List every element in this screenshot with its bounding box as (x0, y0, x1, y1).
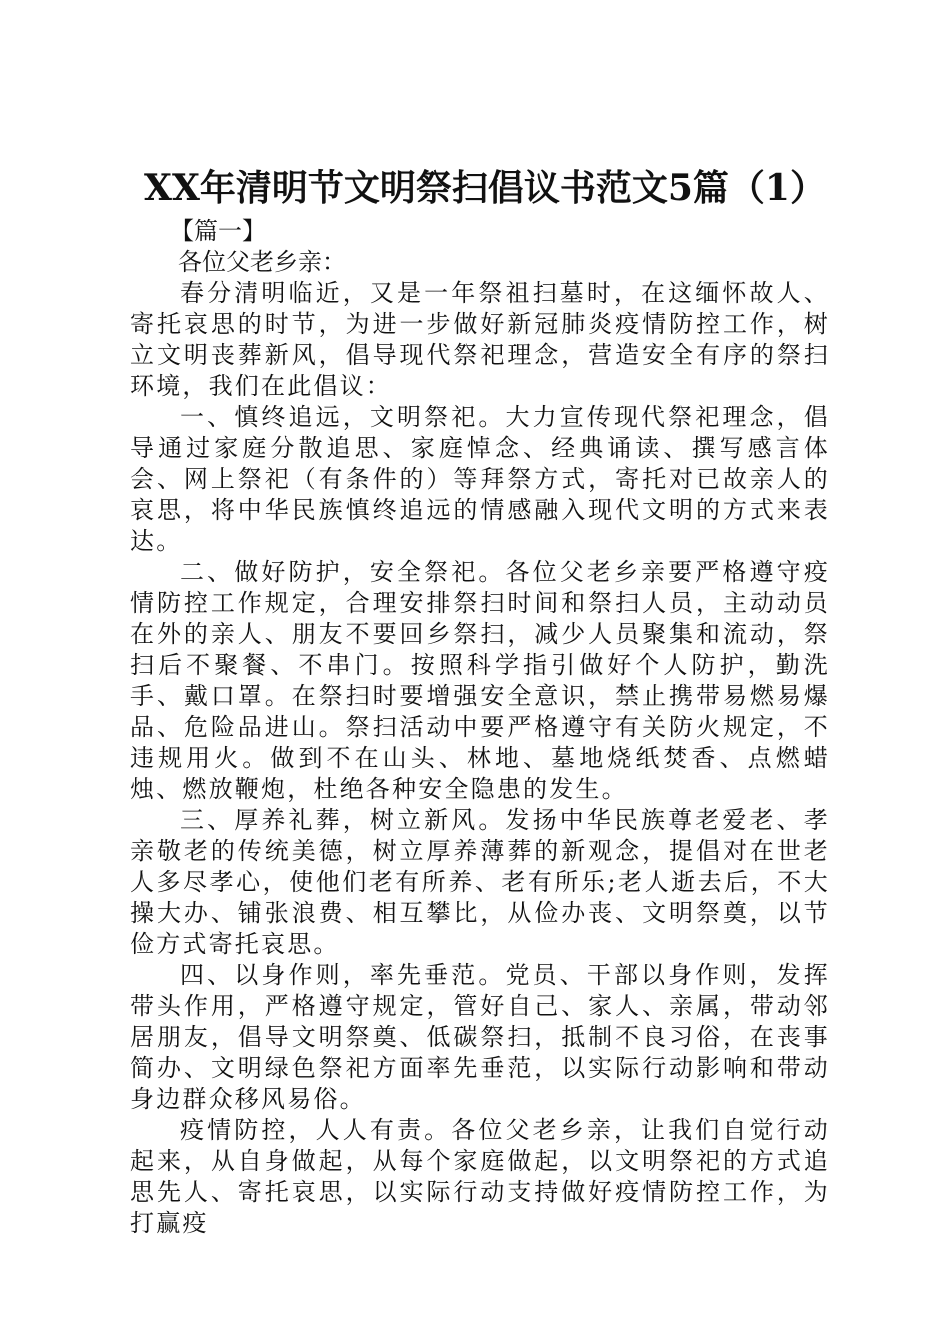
paragraph-point-4: 四、以身作则，率先垂范。党员、干部以身作则，发挥带头作用，严格遵守规定，管好自己、家人、亲属，带动邻居朋友，倡导文明祭奠、低碳祭扫，抵制不良习俗，在丧事简办、文明绿色祭祀方面率先垂范，以实际行动影响和带动身边群众移风易俗。 (130, 961, 830, 1113)
paragraph-closing: 疫情防控，人人有责。各位父老乡亲，让我们自觉行动起来，从自身做起，从每个家庭做起，以文明祭祀的方式追思先人、寄托哀思，以实际行动支持做好疫情防控工作，为打赢疫 (130, 1116, 830, 1237)
document-page (130, 160, 830, 1239)
section-heading: 【篇一】 (170, 217, 266, 245)
paragraph-point-3: 三、厚养礼葬，树立新风。发扬中华民族尊老爱老、孝亲敬老的传统美德，树立厚养薄葬的新观念，提倡对在世老人多尽孝心，使他们老有所养、老有所乐;老人逝去后，不大操大办、铺张浪费、相互攀比，从俭办丧、文明祭奠，以节俭方式寄托哀思。 (130, 806, 830, 958)
document-title: XX年清明节文明祭扫倡议书范文5篇（1） (144, 167, 826, 209)
paragraph-intro: 春分清明临近，又是一年祭祖扫墓时，在这缅怀故人、寄托哀思的时节，为进一步做好新冠肺炎疫情防控工作，树立文明丧葬新风，倡导现代祭祀理念，营造安全有序的祭扫环境，我们在此倡议： (130, 279, 830, 400)
paragraph-point-1: 一、慎终追远，文明祭祀。大力宣传现代祭祀理念，倡导通过家庭分散追思、家庭悼念、经典诵读、撰写感言体会、网上祭祀（有条件的）等拜祭方式，寄托对已故亲人的哀思，将中华民族慎终追远的情感融入现代文明的方式来表达。 (130, 403, 830, 555)
paragraph-point-2: 二、做好防护，安全祭祀。各位父老乡亲要严格遵守疫情防控工作规定，合理安排祭扫时间和祭扫人员，主动动员在外的亲人、朋友不要回乡祭扫，减少人员聚集和流动，祭扫后不聚餐、不串门。按照科学指引做好个人防护，勤洗手、戴口罩。在祭扫时要增强安全意识，禁止携带易燃易爆品、危险品进山。祭扫活动中要严格遵守有关防火规定，不违规用火。做到不在山头、林地、墓地烧纸焚香、点燃蜡烛、燃放鞭炮，杜绝各种安全隐患的发生。 (130, 558, 830, 803)
greeting: 各位父老乡亲： (178, 248, 346, 276)
